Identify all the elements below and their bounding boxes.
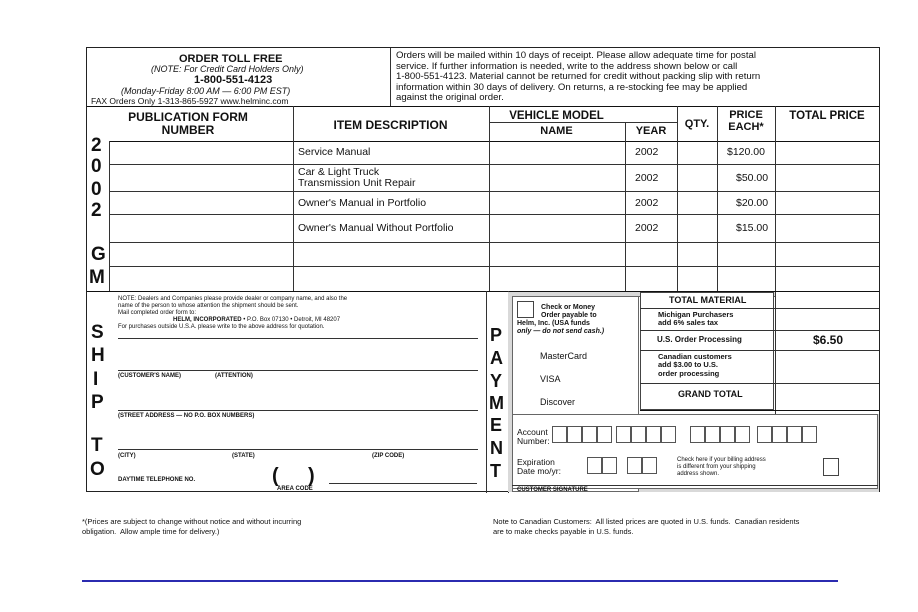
col-item-description: ITEM DESCRIPTION	[333, 118, 448, 132]
item-year: 2002	[635, 222, 659, 234]
us-order-processing-label: U.S. Order Processing	[657, 335, 742, 344]
order-title: ORDER TOLL FREE	[179, 53, 283, 65]
side-char: P	[490, 325, 503, 345]
daytime-phone-field[interactable]	[281, 465, 477, 487]
address-rest: • P.O. Box 07130 • Detroit, MI 48207	[241, 317, 341, 323]
michigan-tax-label: Michigan Purchasers add 6% sales tax	[658, 310, 734, 328]
side-char: 2	[91, 200, 102, 221]
street-address-label: (STREET ADDRESS — NO P.O. BOX NUMBERS)	[118, 413, 255, 419]
zip-code-label: (ZIP CODE)	[372, 453, 405, 459]
attention-label: (ATTENTION)	[215, 373, 253, 379]
billing-address-note: Check here if your billing address is different from your shipping address shown.	[677, 457, 766, 478]
item-price: $120.00	[727, 146, 765, 158]
notice-line: information within 30 days of delivery. On returns, a re-stocking fee may be applied	[396, 81, 748, 93]
side-char: M	[89, 267, 105, 288]
item-year: 2002	[635, 197, 659, 209]
side-char: G	[91, 244, 106, 265]
michigan-tax-field[interactable]	[775, 309, 879, 330]
side-char: S	[91, 322, 104, 343]
visa-option[interactable]: VISA	[540, 374, 561, 384]
notice-line: against the original order.	[396, 92, 504, 104]
fax-line: FAX Orders Only 1-313-865-5927 www.helminc.com	[91, 96, 289, 106]
order-form	[86, 47, 880, 492]
side-char: M	[489, 393, 504, 413]
side-char: A	[490, 348, 503, 368]
item-description: Service Manual	[298, 146, 371, 158]
check-line: only — do not send cash.)	[517, 328, 605, 335]
discover-option[interactable]: Discover	[540, 397, 576, 407]
item-year: 2002	[635, 172, 659, 184]
side-char: E	[490, 415, 503, 435]
customer-name-field[interactable]	[118, 348, 478, 368]
item-year: 2002	[635, 146, 659, 158]
notice-line: 1-800-551-4123. Material cannot be returned for credit without packing slip with return	[396, 71, 761, 83]
side-char: 0	[91, 156, 102, 177]
canadian-processing-label: Canadian customers add $3.00 to U.S. order processing	[658, 352, 732, 378]
mastercard-option[interactable]: MasterCard	[540, 351, 588, 361]
side-char: H	[91, 345, 105, 366]
col-qty: QTY.	[684, 118, 710, 130]
state-label: (STATE)	[232, 453, 255, 459]
check-line: Check or Money	[541, 304, 596, 311]
shipping-notice	[396, 51, 760, 104]
notice-line: Orders will be mailed within 10 days of receipt. Please allow adequate time for postal	[396, 50, 756, 61]
item-price: $50.00	[736, 172, 769, 184]
order-hours: (Monday-Friday 8:00 AM — 6:00 PM EST)	[121, 86, 291, 96]
billing-address-checkbox[interactable]	[823, 458, 839, 476]
city-state-zip-field[interactable]	[118, 426, 478, 448]
outside-us-note: For purchases outside U.S.A. please write to the above address for quotation.	[118, 324, 325, 330]
col-total-price: TOTAL PRICE	[789, 110, 865, 122]
side-char: O	[90, 459, 105, 480]
canadian-customers-note: Note to Canadian Customers: All listed prices are quoted in U.S. funds. Canadian residents are to make checks payable in U.S. funds.	[493, 517, 800, 536]
col-price-each: PRICE EACH*	[728, 109, 764, 133]
check-line: Helm, Inc. (USA funds	[517, 320, 590, 327]
side-char: T	[91, 435, 103, 456]
side-char: Y	[490, 371, 503, 391]
account-number-label: Account Number:	[517, 427, 550, 446]
item-description: Owner's Manual in Portfolio	[298, 197, 427, 209]
ship-note-line: Mail completed order form to:	[118, 310, 197, 316]
col-vehicle-model: VEHICLE MODEL	[509, 110, 604, 122]
side-char: I	[93, 369, 99, 390]
daytime-phone-label: DAYTIME TELEPHONE NO.	[118, 477, 196, 483]
item-price: $20.00	[736, 197, 769, 209]
col-year: YEAR	[635, 125, 667, 137]
area-code-label: AREA CODE	[277, 486, 313, 492]
footer-rule	[82, 580, 838, 582]
item-price: $15.00	[736, 222, 769, 234]
grand-total-field[interactable]	[775, 384, 879, 410]
order-note: (NOTE: For Credit Card Holders Only)	[151, 64, 304, 74]
customer-signature-label: CUSTOMER SIGNATURE	[517, 487, 588, 493]
street-address-field[interactable]	[118, 386, 478, 408]
side-char: 0	[91, 179, 102, 200]
col-name: NAME	[540, 125, 573, 137]
price-change-note: *(Prices are subject to change without notice and without incurring obligation. Allow ample time for delivery.)	[82, 517, 302, 536]
item-description: Car & Light Truck Transmission Unit Repair	[298, 166, 416, 190]
col-pub-form-number: PUBLICATION FORM NUMBER	[128, 110, 248, 137]
check-line: Order payable to	[541, 312, 597, 319]
check-money-order-checkbox[interactable]	[517, 301, 534, 318]
mail-address	[173, 317, 340, 324]
canadian-processing-field[interactable]	[775, 351, 879, 383]
side-char: P	[91, 392, 104, 413]
item-description: Owner's Manual Without Portfolio	[298, 222, 454, 234]
grand-total-label: GRAND TOTAL	[678, 389, 743, 399]
us-order-processing-amount: $6.50	[813, 333, 844, 347]
ship-note-line: name of the person to whose attention the shipment should be sent.	[118, 303, 299, 309]
total-material-field[interactable]	[775, 292, 879, 308]
customers-name-label: (CUSTOMER'S NAME)	[118, 373, 181, 379]
area-code-open-paren: (	[272, 465, 279, 487]
expiration-label: Expiration Date mo/yr:	[517, 457, 561, 476]
notice-line: service. If further information is needed, write to the address shown below or call	[396, 60, 738, 72]
side-char: T	[490, 461, 501, 481]
ship-note-line: NOTE: Dealers and Companies please provide dealer or company name, and also the	[118, 296, 348, 302]
toll-free-phone[interactable]: 1-800-551-4123	[194, 74, 273, 86]
side-char: 2	[91, 135, 102, 156]
side-char: N	[490, 438, 503, 458]
area-code-close-paren: )	[308, 465, 315, 487]
city-label: (CITY)	[118, 453, 136, 459]
total-material-label: TOTAL MATERIAL	[669, 295, 747, 305]
company-name: HELM, INCORPORATED	[173, 317, 242, 323]
